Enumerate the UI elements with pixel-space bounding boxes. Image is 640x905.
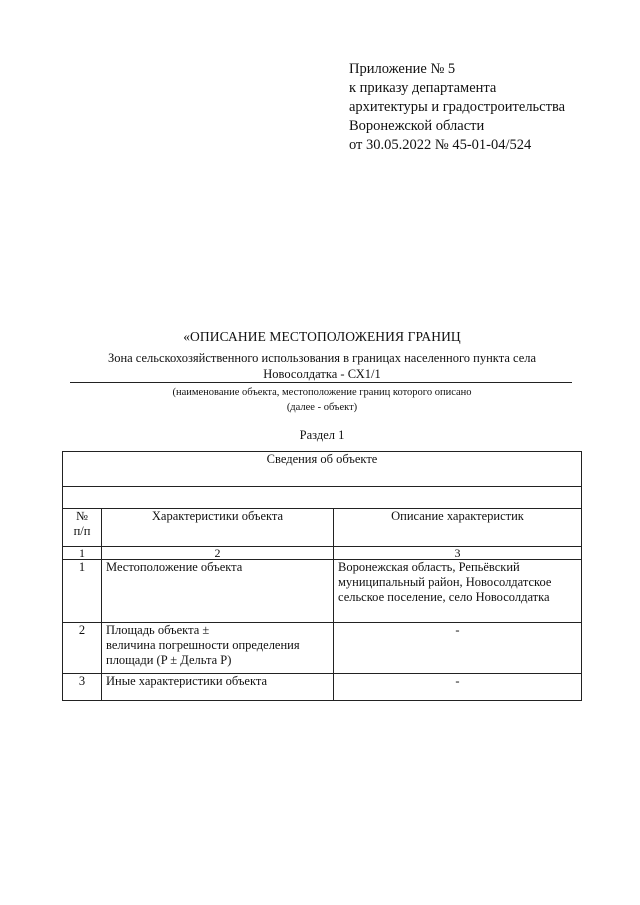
row-characteristic — [102, 623, 334, 674]
characteristic-line: Иные характеристики объекта — [106, 674, 268, 688]
characteristic-line: Площадь объекта ± — [106, 623, 210, 637]
appendix-line: Воронежской области — [349, 118, 485, 134]
header-description: Описание характеристик — [334, 509, 582, 547]
description-line: Воронежская область, Репьёвский — [338, 560, 520, 574]
characteristic-line: величина погрешности определения — [106, 638, 300, 652]
table-row — [63, 623, 582, 674]
characteristic-line: площади (P ± Дельта P) — [106, 653, 232, 667]
header-num-line: № — [76, 509, 88, 523]
underline-divider — [70, 382, 572, 383]
table-empty-row — [63, 487, 582, 509]
appendix-header — [349, 60, 565, 155]
row-characteristic — [102, 560, 334, 623]
header-characteristics: Характеристики объекта — [102, 509, 334, 547]
object-caption — [62, 385, 582, 415]
section-heading: Раздел 1 — [299, 428, 345, 442]
row-description: - — [334, 623, 582, 674]
caption-line: (наименование объекта, местоположение границ которого описано — [172, 387, 472, 398]
document-title: «ОПИСАНИЕ МЕСТОПОЛОЖЕНИЯ ГРАНИЦ — [183, 329, 461, 344]
appendix-line: к приказу департамента — [349, 80, 497, 96]
table-empty-cell — [63, 487, 582, 509]
table-row — [63, 560, 582, 623]
column-number: 2 — [102, 547, 334, 560]
table-title: Сведения об объекте — [63, 452, 582, 487]
caption-line: (далее - объект) — [286, 402, 358, 413]
zone-name — [62, 350, 582, 382]
appendix-line: от 30.05.2022 № 45-01-04/524 — [349, 137, 532, 153]
column-number: 1 — [63, 547, 102, 560]
row-description: - — [334, 674, 582, 701]
zone-name-line: Новосолдатка - СХ1/1 — [263, 367, 381, 381]
column-number: 3 — [334, 547, 582, 560]
appendix-line: Приложение № 5 — [349, 61, 456, 77]
row-num: 1 — [63, 560, 102, 623]
title-block — [62, 329, 582, 382]
row-num: 2 — [63, 623, 102, 674]
table-row — [63, 674, 582, 701]
column-number-row — [63, 547, 582, 560]
description-line: сельское поселение, село Новосолдатка — [338, 590, 550, 604]
header-num-line: п/п — [73, 524, 91, 538]
zone-name-line: Зона сельскохозяйственного использования в границах населенного пункта села — [107, 351, 537, 365]
row-num: 3 — [63, 674, 102, 701]
row-description — [334, 560, 582, 623]
header-num — [63, 509, 102, 547]
table-header-row — [63, 509, 582, 547]
appendix-line: архитектуры и градостроительства — [349, 99, 566, 115]
table-title-row — [63, 452, 582, 487]
characteristic-line: Местоположение объекта — [106, 560, 243, 574]
description-line: муниципальный район, Новосолдатское — [338, 575, 552, 589]
object-info-table — [62, 451, 582, 701]
row-characteristic — [102, 674, 334, 701]
